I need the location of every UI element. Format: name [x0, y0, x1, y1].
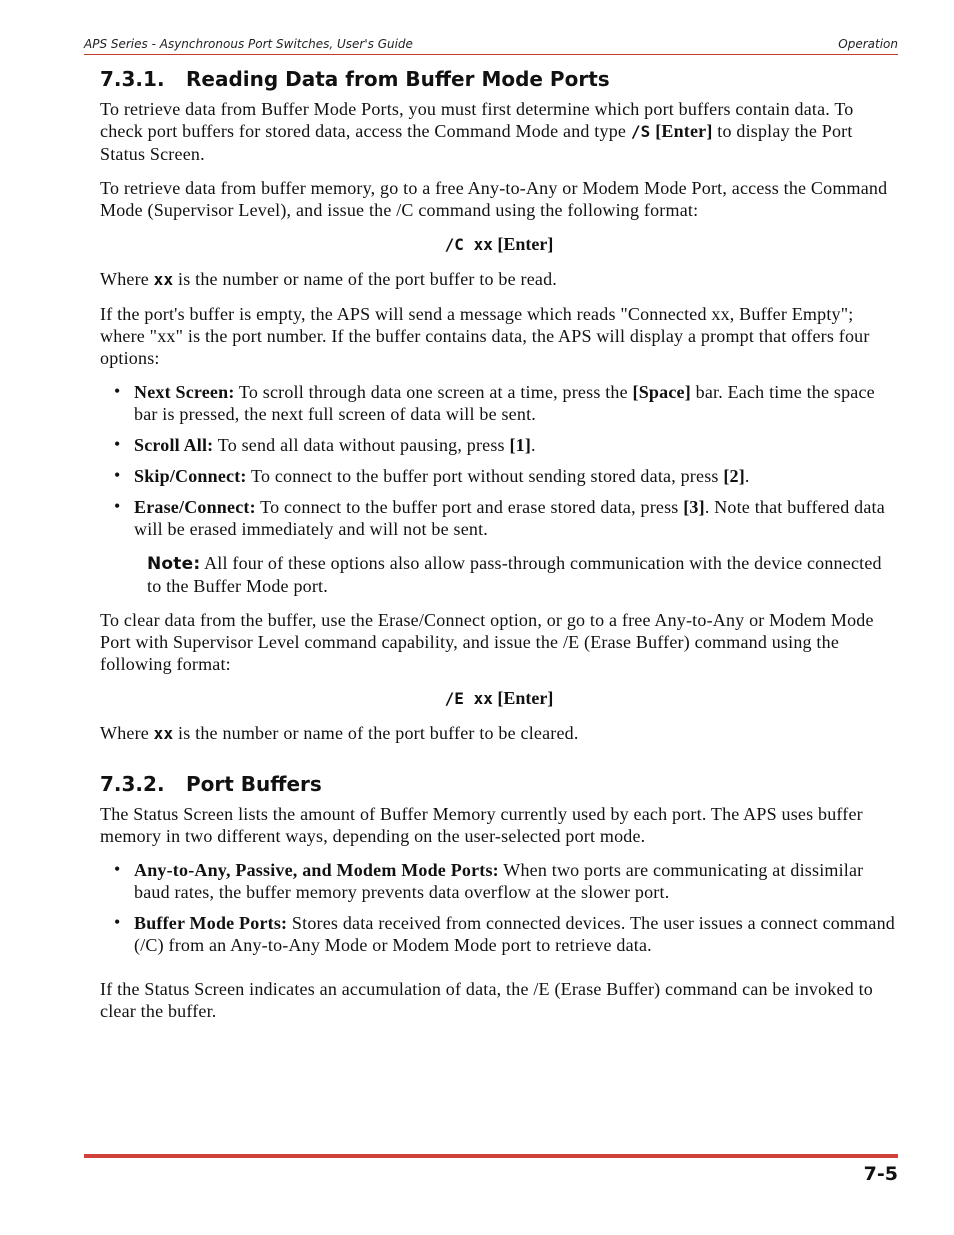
key-label: [Enter]: [655, 121, 713, 141]
section-number: 7.3.1.: [100, 67, 165, 91]
header-title: APS Series - Asynchronous Port Switches, User's Guide: [84, 37, 413, 51]
paragraph: [100, 722, 898, 745]
bullet-icon: •: [114, 496, 121, 516]
footer-rule: [84, 1154, 898, 1158]
command-code: /E xx: [444, 689, 493, 708]
key-label: [3]: [683, 497, 705, 517]
note-text: All four of these options also allow pass-through communication with the device connected to the Buffer Mode port.: [147, 553, 882, 596]
command-line: [100, 687, 898, 710]
section-title: Reading Data from Buffer Mode Ports: [186, 67, 610, 91]
list-item: [100, 381, 898, 425]
note-block: [147, 552, 898, 597]
section-heading-7-3-2: [100, 771, 898, 797]
item-label: Any-to-Any, Passive, and Modem Mode Ports:: [134, 860, 499, 880]
text-run: to display the Port Status Screen.: [100, 121, 853, 164]
options-list: [100, 381, 898, 540]
key-label: [1]: [509, 435, 532, 455]
paragraph: [100, 98, 898, 165]
paragraph: If the port's buffer is empty, the APS will send a message which reads "Connected xx, Buffer Empty"; where "xx" is the port number. If the buffer contains data, the APS will display a prompt that offers four options:: [100, 304, 870, 368]
item-label: Buffer Mode Ports:: [134, 913, 288, 933]
list-item: [100, 912, 898, 956]
section-title: Port Buffers: [186, 772, 322, 796]
text-run: is the number or name of the port buffer to be cleared.: [173, 723, 579, 743]
text-run: When two ports are communicating at dissimilar baud rates, the buffer memory prevents data overflow at the slower port.: [134, 860, 864, 902]
page-content: [100, 66, 898, 1034]
variable-code: xx: [153, 724, 174, 743]
list-item: [100, 465, 898, 487]
note-label: Note:: [147, 554, 201, 574]
key-label: [2]: [723, 466, 745, 486]
section-heading-7-3-1: [100, 66, 898, 92]
text-run: Where: [100, 269, 154, 289]
list-item: [100, 859, 898, 903]
text-run: . Note that buffered data will be erased immediately and will not be sent.: [134, 497, 885, 539]
bullet-icon: •: [114, 434, 121, 454]
item-label: Erase/Connect:: [134, 497, 256, 517]
bullet-icon: •: [114, 381, 121, 401]
text-run: To send all data without pausing, press: [213, 435, 510, 455]
modes-list: [100, 859, 898, 956]
section-number: 7.3.2.: [100, 772, 165, 796]
key-label: [Enter]: [497, 688, 554, 708]
text-run: Stores data received from connected devices. The user issues a connect command (/C) from an Any-to-Any Mode or Modem Mode port to retrieve data.: [134, 913, 895, 955]
paragraph: If the Status Screen indicates an accumulation of data, the /E (Erase Buffer) command can be invoked to clear the buffer.: [100, 979, 873, 1021]
text-run: To retrieve data from Buffer Mode Ports, you must first determine which port buffers contain data. To check port buffers for stored data, access the Command Mode and type: [100, 99, 854, 141]
command-line: [100, 233, 898, 256]
item-label: Next Screen:: [134, 382, 235, 402]
paragraph: The Status Screen lists the amount of Buffer Memory currently used by each port. The APS uses buffer memory in two different ways, depending on the user-selected port mode.: [100, 804, 863, 846]
text-run: To scroll through data one screen at a time, press the: [234, 382, 633, 402]
bullet-icon: •: [114, 859, 121, 879]
list-item: [100, 434, 898, 456]
text-run: To connect to the buffer port without sending stored data, press: [246, 466, 724, 486]
text-run: .: [744, 466, 750, 486]
text-run: is the number or name of the port buffer to be read.: [173, 269, 557, 289]
running-header: [84, 36, 898, 55]
command-code: /S: [630, 122, 651, 141]
text-run: bar. Each time the space bar is pressed, the next full screen of data will be sent.: [134, 382, 875, 424]
text-run: .: [531, 435, 536, 455]
header-section: Operation: [838, 37, 898, 51]
text-run: To connect to the buffer port and erase stored data, press: [255, 497, 684, 517]
item-label: Scroll All:: [134, 435, 214, 455]
paragraph: To clear data from the buffer, use the Erase/Connect option, or go to a free Any-to-Any or Modem Mode Port with Supervisor Level command capability, and issue the /E (Erase Buffer) command using the following format:: [100, 610, 874, 674]
bullet-icon: •: [114, 465, 121, 485]
item-label: Skip/Connect:: [134, 466, 247, 486]
key-label: [Enter]: [497, 234, 554, 254]
command-code: /C xx: [444, 235, 493, 254]
key-label: [Space]: [632, 382, 691, 402]
text-run: Where: [100, 723, 154, 743]
variable-code: xx: [153, 270, 174, 289]
list-item: [100, 496, 898, 540]
paragraph: To retrieve data from buffer memory, go to a free Any-to-Any or Modem Mode Port, access the Command Mode (Supervisor Level), and issue the /C command using the following format:: [100, 178, 888, 220]
page-number: 7-5: [863, 1163, 898, 1185]
bullet-icon: •: [114, 912, 121, 932]
paragraph: [100, 268, 898, 291]
